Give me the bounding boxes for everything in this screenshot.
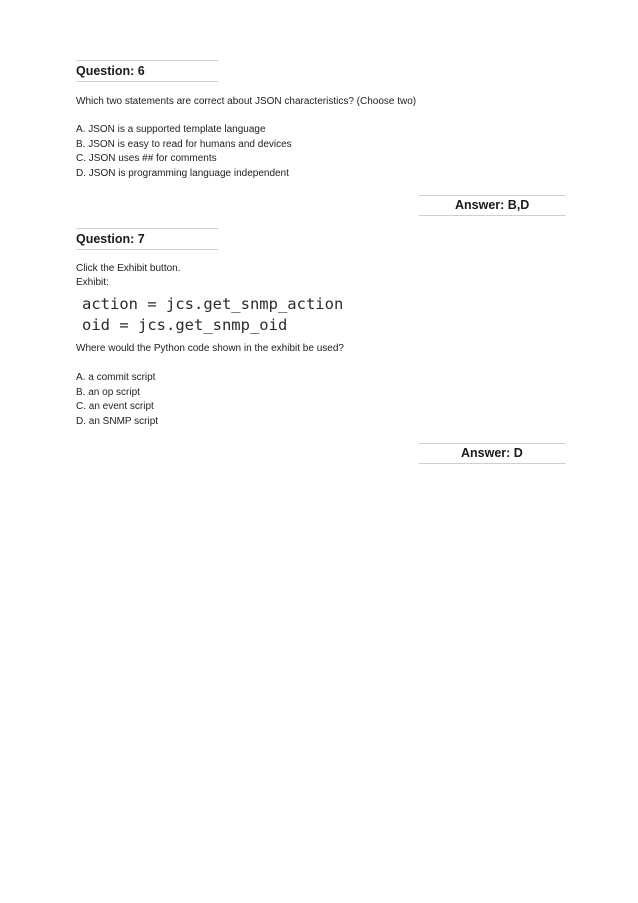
- question-6-title: Question: 6: [76, 64, 145, 78]
- question-7-title: Question: 7: [76, 232, 145, 246]
- question-6-text: Which two statements are correct about JSON characteristics? (Choose two): [76, 96, 417, 107]
- question-6-answer: Answer: B,D: [455, 198, 530, 212]
- option-d: D. an SNMP script: [76, 415, 159, 427]
- option-b: B. an op script: [76, 386, 140, 398]
- question-6-answer-box: [419, 195, 566, 216]
- exhibit-code-line-2: oid = jcs.get_snmp_oid: [82, 316, 288, 334]
- question-7-intro-1: Click the Exhibit button.: [76, 263, 181, 274]
- option-a: A. a commit script: [76, 372, 156, 383]
- option-c: C. an event script: [76, 401, 154, 412]
- question-7-text: Where would the Python code shown in the exhibit be used?: [76, 343, 344, 354]
- exhibit-code: [82, 294, 343, 336]
- option-c: C. JSON uses ## for comments: [76, 153, 217, 164]
- question-6-header: [76, 60, 218, 82]
- question-7-intro-2: Exhibit:: [76, 277, 109, 288]
- option-d: D. JSON is programming language independent: [76, 167, 289, 179]
- question-6-options: [76, 123, 292, 181]
- option-a: A. JSON is a supported template language: [76, 124, 266, 135]
- option-b: B. JSON is easy to read for humans and devices: [76, 138, 292, 150]
- question-7-header: [76, 228, 218, 250]
- question-7-options: [76, 371, 158, 429]
- question-7-answer-box: [419, 443, 566, 464]
- exhibit-code-line-1: action = jcs.get_snmp_action: [82, 295, 344, 313]
- question-7-answer: Answer: D: [461, 446, 523, 460]
